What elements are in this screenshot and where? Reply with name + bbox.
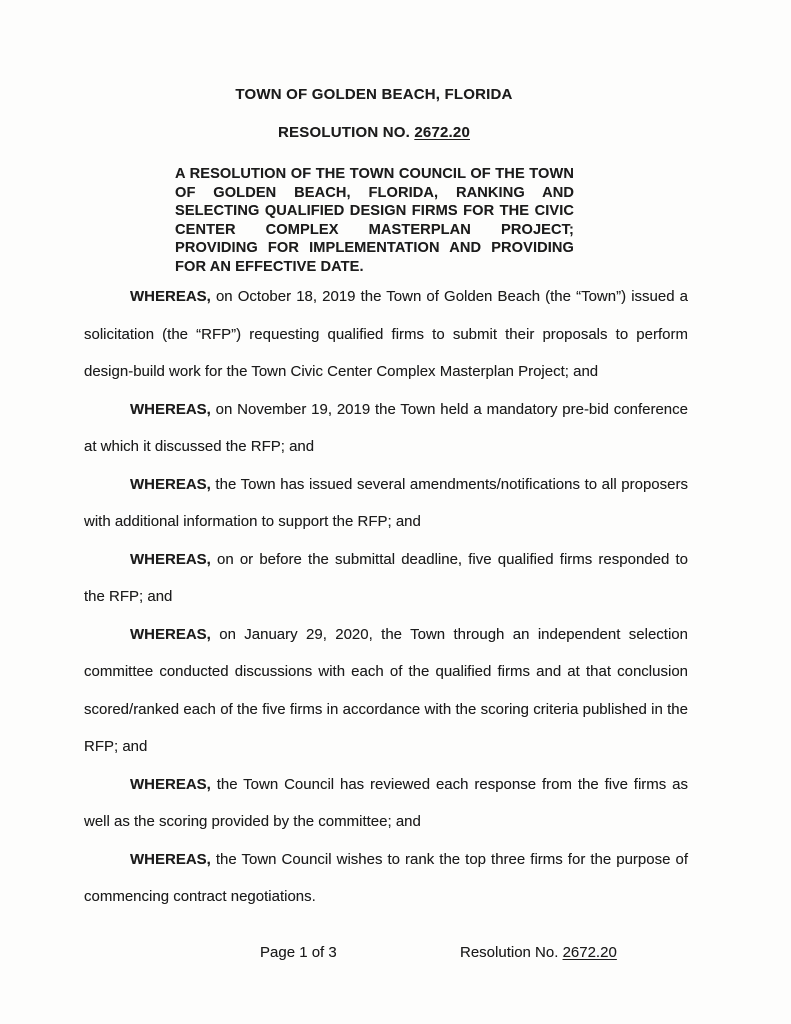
footer-resolution-prefix: Resolution No. (460, 944, 563, 961)
whereas-paragraph (84, 616, 688, 766)
paragraph-text: on October 18, 2019 the Town of Golden Beach (the “Town”) issued a solicitation (the “RFP”) requesting qualified firms to submit their proposals to perform design-build work for the Town Civic Center Complex Masterplan Project; and (84, 288, 688, 380)
whereas-paragraph (84, 466, 688, 541)
paragraph-text: on January 29, 2020, the Town through an independent selection committee conducted discussions with each of the qualified firms and at that conclusion scored/ranked each of the five firms in accordance with the scoring criteria published in the RFP; and (84, 625, 688, 755)
whereas-lead: WHEREAS, (130, 775, 211, 793)
document-header (0, 0, 748, 142)
whereas-lead: WHEREAS, (130, 475, 211, 493)
document-title-line: FOR AN EFFECTIVE DATE. (175, 258, 364, 275)
whereas-lead: WHEREAS, (130, 625, 211, 643)
paragraph-text: the Town Council has reviewed each response from the five firms as well as the scoring provided by the committee; and (84, 775, 688, 830)
whereas-paragraph (84, 278, 688, 391)
document-title-line: A RESOLUTION OF THE TOWN COUNCIL OF THE TOWN (175, 166, 574, 182)
org-title: TOWN OF GOLDEN BEACH, FLORIDA (235, 86, 513, 103)
whereas-lead: WHEREAS, (130, 288, 211, 305)
whereas-lead: WHEREAS, (130, 550, 211, 568)
whereas-paragraph (84, 841, 688, 916)
whereas-paragraph (84, 541, 688, 616)
document-title-line: PROVIDING FOR IMPLEMENTATION AND PROVIDING (175, 240, 574, 256)
whereas-lead: WHEREAS, (130, 400, 211, 418)
resolution-prefix: RESOLUTION NO. (278, 124, 415, 141)
paragraph-text: the Town Council wishes to rank the top three firms for the purpose of commencing contract negotiations. (84, 850, 688, 905)
whereas-paragraph (84, 766, 688, 841)
paragraph-text: the Town has issued several amendments/notifications to all proposers with additional information to support the RFP; and (84, 475, 688, 530)
document-title-line: OF GOLDEN BEACH, FLORIDA, RANKING AND (175, 184, 574, 201)
document-title-line: SELECTING QUALIFIED DESIGN FIRMS FOR THE CIVIC (175, 203, 574, 219)
footer-resolution (460, 944, 617, 962)
footer-resolution-number: 2672.20 (562, 944, 617, 961)
page-number: Page 1 of 3 (260, 944, 337, 961)
document-body (84, 278, 688, 916)
paragraph-text: on or before the submittal deadline, five qualified firms responded to the RFP; and (84, 550, 688, 605)
paragraph-text: on November 19, 2019 the Town held a mandatory pre-bid conference at which it discussed the RFP; and (84, 400, 688, 455)
resolution-heading (0, 124, 748, 142)
resolution-number: 2672.20 (414, 124, 470, 141)
whereas-lead: WHEREAS, (130, 850, 211, 868)
document-title (175, 165, 574, 276)
whereas-paragraph (84, 391, 688, 466)
document-title-line: CENTER COMPLEX MASTERPLAN PROJECT; (175, 221, 574, 238)
